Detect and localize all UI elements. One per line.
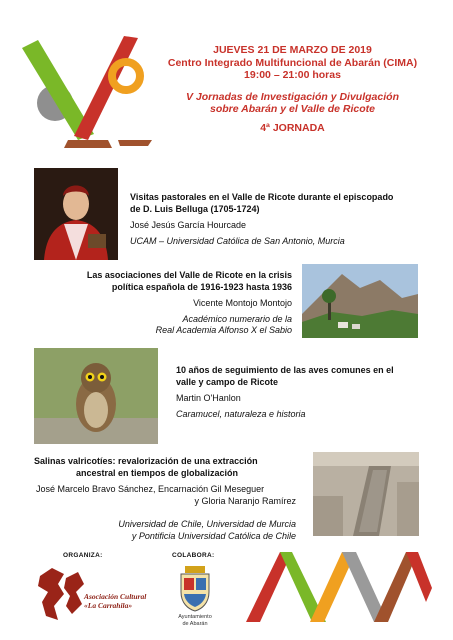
salinas-photo [313,452,419,536]
talk-3-speaker: Martin O'Hanlon [176,393,241,403]
talk-1-title-line1: Visitas pastorales en el Valle de Ricote durante el episcopado [130,192,394,202]
event-venue: Centro Integrado Multifuncional de Abarán (CIMA) [167,56,418,69]
ayuntamiento-name-line1: Ayuntamiento [178,614,212,620]
event-session: 4ª JORNADA [260,121,325,134]
carrahila-name-line2: «La Carrahila» [84,601,133,610]
talk-4-title-line2: ancestral en tiempos de globalización [76,467,239,478]
talk-1-title-line2: de D. Luis Belluga (1705-1724) [130,203,260,214]
talk-4-affiliation-line2: y Pontificia Universidad Católica de Chile [131,530,296,541]
talk-2-title-line2: política española de 1916-1923 hasta 1936 [111,281,292,292]
landscape-photo [302,264,418,338]
talk-3-affiliation: Caramucel, naturaleza e historia [176,408,306,419]
jornadas-m-logo [246,548,432,622]
ayuntamiento-name-line2: de Abarán [182,620,208,627]
talk-2-affiliation-line1: Académico numerario de la [182,313,292,324]
talk-3-title-line1: 10 años de seguimiento de las aves comunes en el [176,365,394,375]
owl-photo [34,348,158,444]
organiza-label: ORGANIZA: [63,552,103,559]
talk-1-speaker: José Jesús García Hourcade [130,220,247,230]
colabora-label: COLABORA: [172,552,215,559]
abaran-coat-of-arms [178,566,212,612]
event-name-line2: sobre Abarán y el Valle de Ricote [210,103,375,115]
event-date: JUEVES 21 DE MARZO DE 2019 [213,44,372,56]
logo-brown-base [64,140,112,148]
talk-1 [130,192,440,247]
carrahila-name [84,592,156,610]
talk-1-affiliation: UCAM – Universidad Católica de San Antonio, Murcia [130,235,345,246]
portrait-photo [34,168,118,260]
talk-4 [34,456,296,542]
talk-3 [176,365,431,420]
carrahila-logo-mark [34,566,86,622]
talk-2 [30,270,292,337]
ayuntamiento-name [170,614,220,627]
event-name-line1: V Jornadas de Investigación y Divulgación [186,90,399,103]
talk-4-speaker-line2: y Gloria Naranjo Ramírez [194,495,296,506]
carrahila-name-line1: Asociación Cultural [84,592,147,601]
talk-2-affiliation-line2: Real Academia Alfonso X el Sabio [155,325,292,335]
event-header [150,44,435,134]
talk-4-title-line1: Salinas valricotíes: revalorización de una extracción [34,456,258,466]
event-time: 19:00 – 21:00 horas [244,69,341,81]
talk-4-affiliation-line1: Universidad de Chile, Universidad de Murcia [118,519,296,529]
talk-2-speaker: Vicente Montojo Montojo [193,298,292,308]
talk-4-speaker-line1: José Marcelo Bravo Sánchez, Encarnación Gil Meseguer [36,484,265,494]
talk-2-title-line1: Las asociaciones del Valle de Ricote en la crisis [86,270,292,280]
jornadas-v-logo [22,36,162,151]
talk-3-title-line2: valle y campo de Ricote [176,376,279,387]
